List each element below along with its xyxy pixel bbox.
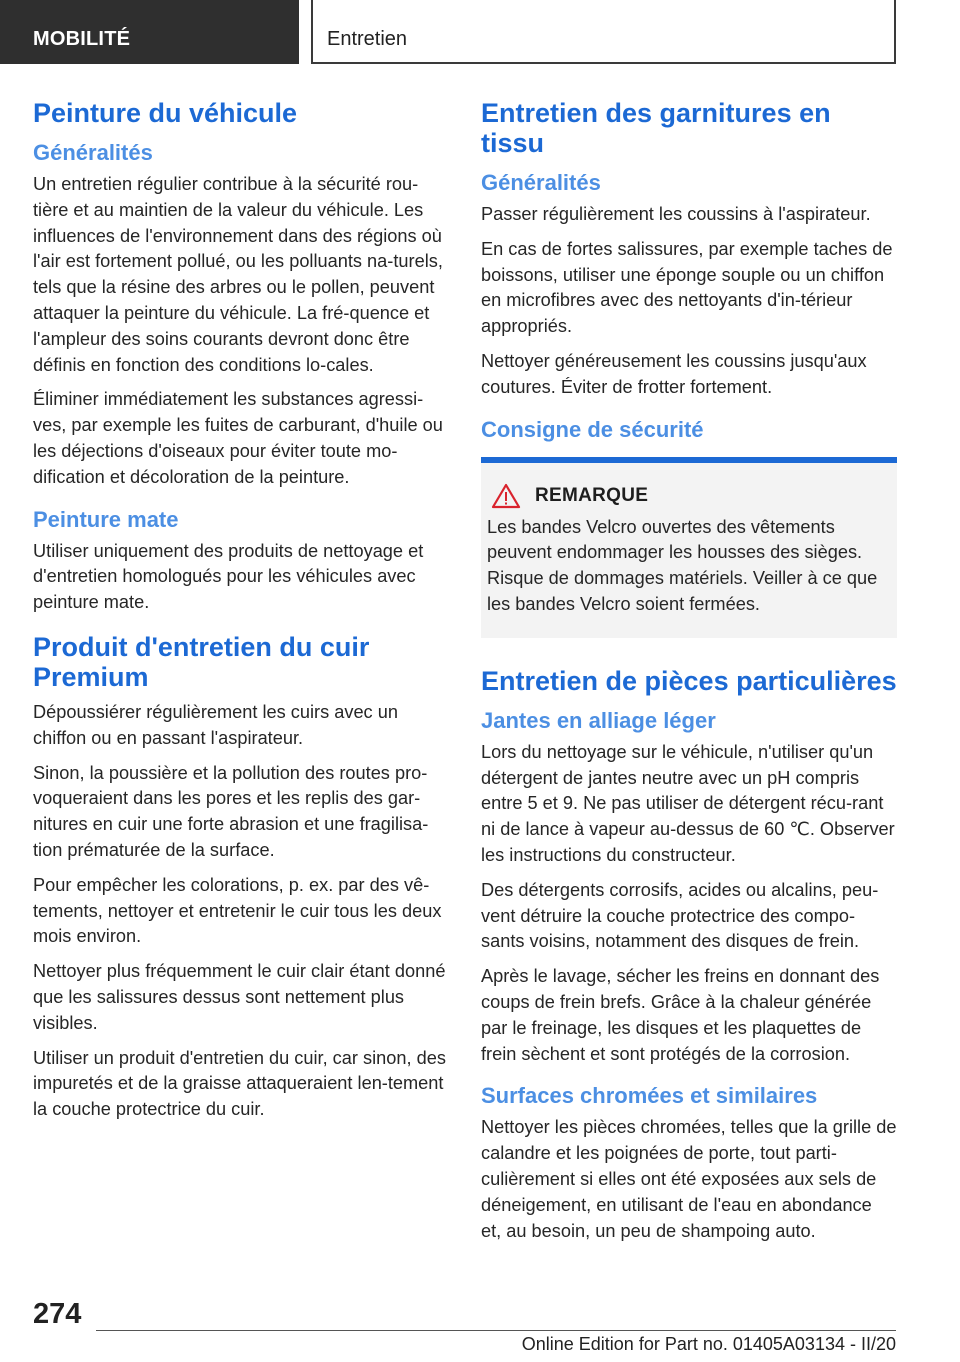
paragraph: Utiliser un produit d'entretien du cuir, car sinon, des impuretés et de la graisse attaqueraient len-tement la couche protectrice du cuir. xyxy=(33,1047,446,1120)
paragraph: Pour empêcher les colorations, p. ex. par des vê-tements, nettoyer et entretenir le cuir tous les deux mois environ. xyxy=(33,874,442,947)
section-peinture-mate xyxy=(33,507,449,616)
notice-header xyxy=(487,483,887,509)
title-cuir-premium: Produit d'entretien du cuir Premium xyxy=(33,631,370,692)
header-section-label: MOBILITÉ xyxy=(33,28,131,50)
left-column xyxy=(33,98,449,1139)
heading-jantes: Jantes en alliage léger xyxy=(481,707,716,733)
section-generalites-peinture xyxy=(33,140,449,491)
paragraph: Nettoyer plus fréquemment le cuir clair étant donné que les salissures dessus sont nettement plus visibles. xyxy=(33,961,446,1033)
paragraph: Dépoussiérer régulièrement les cuirs avec un chiffon ou en passant l'aspirateur. xyxy=(33,701,398,748)
paragraph: En cas de fortes salissures, par exemple taches de boissons, utiliser une éponge souple ou un chiffon en microfibres avec des nettoyants d'in-térieur appropriés. xyxy=(481,238,893,337)
section-cuir-premium xyxy=(33,632,449,1123)
right-column xyxy=(481,98,897,1260)
paragraph: Éliminer immédiatement les substances agressi-ves, par exemple les fuites de carburant, d'huile ou les déjections d'oiseaux pour éviter toute mo-dification et décoloration de la peinture. xyxy=(33,389,443,487)
header-chapter-label: Entretien xyxy=(327,28,408,50)
paragraph: Sinon, la poussière et la pollution des routes pro-voqueraient dans les pores et les replis des gar-nitures en cuir une forte abrasion et une fragilisa-tion prématurée de la surface. xyxy=(33,762,429,860)
page-number: 274 xyxy=(33,1298,82,1330)
paragraph: Un entretien régulier contribue à la sécurité rou-tière et au maintien de la valeur du véhicule. Les influences de l'environnement dans des régions où l'air est fortement pollué, ou les polluants na-turels, tels que la résine des arbres ou le pollen, peuvent attaquer la peinture du véhicule. La fré-quence et l'ampleur des soins courants devront donc être définis en fonction des conditions lo-cales. xyxy=(33,174,443,375)
paragraph: Des détergents corrosifs, acides ou alcalins, peu-vent détruire la couche protectrice des compo-sants voisins, notamment des disques de frein. xyxy=(481,879,879,952)
title-peinture: Peinture du véhicule xyxy=(33,98,298,128)
heading-generalites: Généralités xyxy=(481,170,601,195)
heading-generalites: Généralités xyxy=(33,140,153,165)
title-pieces-particulieres: Entretien de pièces particulières xyxy=(481,665,897,696)
heading-peinture-mate: Peinture mate xyxy=(33,506,179,532)
footer-divider xyxy=(96,1330,896,1331)
section-generalites-tissu xyxy=(481,170,897,401)
paragraph: Après le lavage, sécher les freins en donnant des coups de frein brefs. Grâce à la chaleur générée par le freinage, les disques et les plaquettes de frein sèchent et sont protégés de la corrosion. xyxy=(481,966,880,1064)
section-jantes xyxy=(481,708,897,1068)
paragraph: Nettoyer généreusement les coussins jusqu'aux coutures. Éviter de frotter fortement. xyxy=(481,350,867,397)
paragraph: Passer régulièrement les coussins à l'aspirateur. xyxy=(481,204,871,224)
heading-surfaces-chromees: Surfaces chromées et similaires xyxy=(481,1083,818,1109)
notice-text: Les bandes Velcro ouvertes des vêtements peuvent endommager les housses des sièges. Risque de dommages matériels. Veiller à ce que les bandes Velcro soient fermées. xyxy=(487,516,878,614)
header-chapter-tab xyxy=(311,0,896,64)
heading-consigne-securite: Consigne de sécurité xyxy=(481,416,704,442)
warning-triangle-icon xyxy=(491,483,521,509)
footer-edition: Online Edition for Part no. 01405A03134 - II/20 xyxy=(521,1334,896,1354)
notice-box xyxy=(481,457,897,638)
notice-title: REMARQUE xyxy=(535,484,649,506)
paragraph: Nettoyer les pièces chromées, telles que la grille de calandre et les poignées de porte, tout parti-culièrement si elles ont été exposées aux sels de déneigement, en utilisant de l'eau en abondance et, au besoin, un peu de shampoing auto. xyxy=(481,1117,897,1241)
paragraph: Utiliser uniquement des produits de nettoyage et d'entretien homologués pour les véhicules avec peinture mate. xyxy=(33,540,424,613)
section-surfaces-chromees xyxy=(481,1083,897,1244)
paragraph: Lors du nettoyage sur le véhicule, n'utiliser qu'un détergent de jantes neutre avec un pH compris entre 5 et 9. Ne pas utiliser de détergent récu-rant ni de lance à vapeur au-dessus de 60 ℃. Observer les instructions du constructeur. xyxy=(481,741,895,865)
header-section-tab xyxy=(0,0,299,64)
title-garnitures-tissu: Entretien des garnitures en tissu xyxy=(481,98,831,158)
